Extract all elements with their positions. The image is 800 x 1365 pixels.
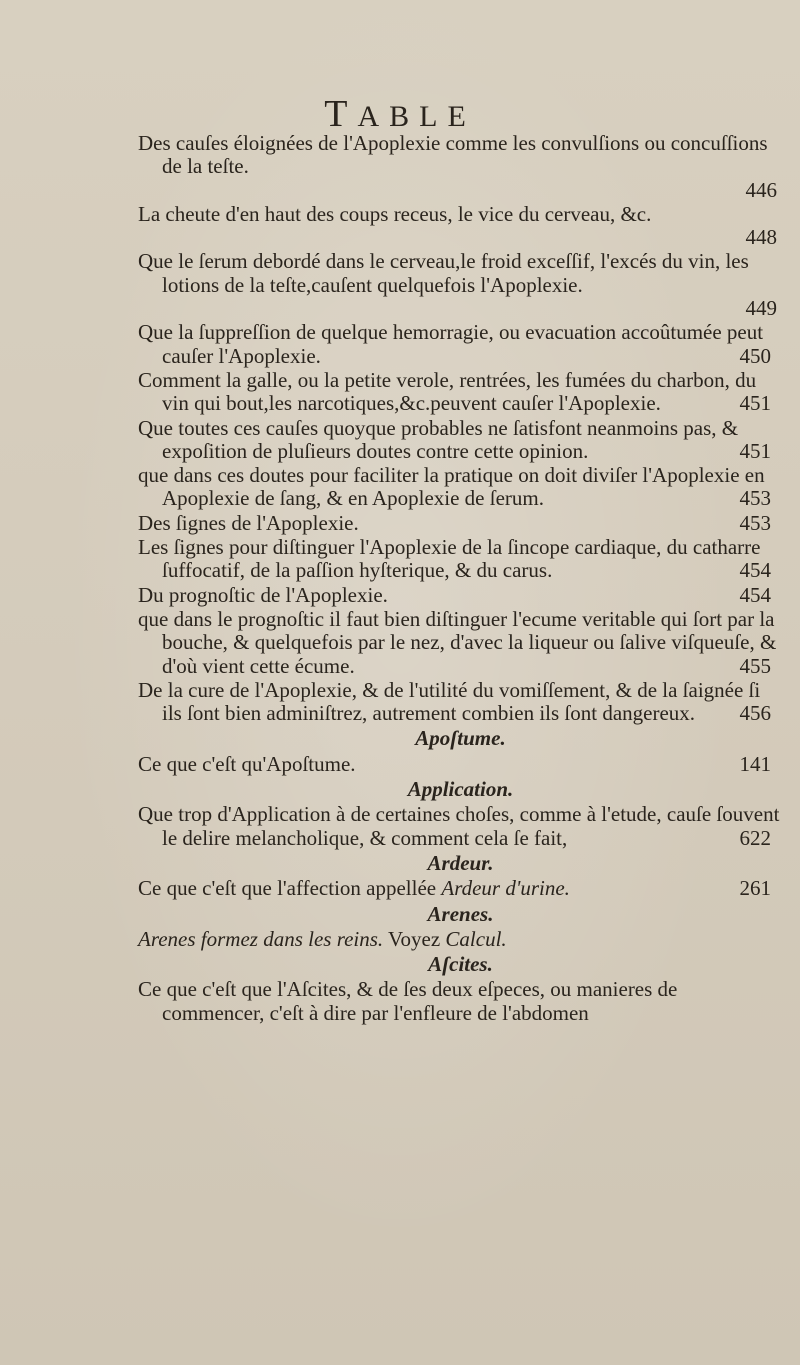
entry-page: 450 (739, 343, 771, 368)
entry-text (138, 876, 630, 900)
toc-entry (138, 803, 783, 850)
entry-page: 453 (739, 486, 771, 511)
toc-entry (138, 877, 783, 900)
entry-text: Du prognoſtic de l'Apoplexie. (138, 582, 388, 607)
entry-page: 455 (739, 653, 771, 678)
entry-page: 141 (739, 751, 771, 776)
header-first-letter: T (324, 93, 358, 135)
entry-text: Des ſignes de l'Apoplexie. (138, 510, 359, 535)
entry-text-plain: Ce que c'eſt que l'affection appellée (138, 876, 442, 901)
toc-entry (138, 417, 783, 464)
entry-page: 454 (739, 582, 771, 607)
entry-text-italic: Arenes formez dans les reins. (138, 926, 384, 951)
entry-text: Que trop d'Application à de certaines choſes, comme à l'etude, cauſe ſouvent le delire melancholique, & comment cela ſe fait, (138, 802, 780, 850)
toc-entry (138, 753, 783, 776)
toc-entry (138, 250, 783, 320)
header-rest: ABLE (357, 100, 476, 133)
section-heading-ascites: Aſcites. (428, 952, 493, 977)
entry-text: Des cauſes éloignées de l'Apoplexie comme les convulſions ou concuſſions de la teſte. (138, 131, 768, 179)
entry-page: 622 (739, 825, 771, 850)
toc-entry (138, 132, 783, 202)
section-heading-apostume: Apoſtume. (415, 726, 506, 751)
entry-page: 451 (739, 391, 771, 416)
toc-entry (138, 321, 783, 368)
toc-entry (138, 679, 783, 726)
entry-text: Les ſignes pour diſtinguer l'Apoplexie de la ſincope cardiaque, du catharre ſuffocatif, de la paſſion hyſterique, & du carus. (138, 535, 761, 583)
entry-text (138, 927, 507, 951)
section-heading-arenes: Arenes. (427, 901, 494, 926)
section-heading-application: Application. (407, 777, 514, 802)
entry-text-italic: Ardeur d'urine. (441, 876, 570, 901)
entry-page: 456 (739, 701, 771, 726)
entry-page: 451 (739, 438, 771, 463)
toc-entry (138, 536, 783, 583)
entry-text: que dans ces doutes pour faciliter la pratique on doit diviſer l'Apoplexie en Apoplexie de ſang, & en Apoplexie de ſerum. (138, 463, 765, 511)
entry-text-plain: Voyez (383, 926, 446, 951)
section-heading-ardeur: Ardeur. (427, 850, 494, 875)
entry-page: 449 (745, 296, 777, 321)
toc-entry (138, 203, 783, 250)
entry-text: Que toutes ces cauſes quoyque probables ne ſatisfont neanmoins pas, & expoſition de pluſieurs doutes contre cette opinion. (138, 415, 739, 463)
page-header (0, 92, 800, 136)
entry-text: que dans le prognoſtic il faut bien diſtinguer l'ecume veritable qui ſort par la bouche, & quelquefois par le nez, d'avec la liqueur ou ſalive viſqueuſe, & d'où vient cette écume. (138, 606, 777, 678)
entry-text: La cheute d'en haut des coups receus, le vice du cerveau, &c. (138, 201, 652, 226)
entry-text-italic-ref: Calcul. (445, 926, 507, 951)
entry-text: Ce que c'eſt qu'Apoſtume. (138, 751, 356, 776)
toc-entry (138, 608, 783, 678)
toc-entry (138, 464, 783, 511)
entry-page: 446 (745, 177, 777, 202)
entry-page: 261 (739, 876, 771, 901)
entry-text: Que le ſerum debordé dans le cerveau,le froid exceſſif, l'excés du vin, les lotions de la teſte,cauſent quelquefois l'Apoplexie. (138, 249, 749, 297)
entry-text: Comment la galle, ou la petite verole, rentrées, les fumées du charbon, du vin qui bout,les narcotiques,&c.peuvent cauſer l'Apoplexie. (138, 367, 757, 416)
toc-entry (138, 978, 783, 1025)
toc-entry (138, 584, 783, 607)
entry-page: 453 (739, 510, 771, 535)
entry-page: 448 (745, 225, 777, 250)
entry-text: Ce que c'eſt que l'Aſcites, & de ſes deux eſpeces, ou manieres de commencer, c'eſt à dire par l'enfleure de l'abdomen (138, 977, 678, 1025)
table-of-contents (138, 132, 783, 1026)
entry-text: De la cure de l'Apoplexie, & de l'utilité du vomiſſement, & de la ſaignée ſi ils ſont bien adminiſtrez, autrement combien ils ſont dangereux. (138, 677, 761, 726)
entry-page: 454 (739, 558, 771, 583)
toc-entry (138, 512, 783, 535)
entry-text: Que la ſuppreſſion de quelque hemorragie, ou evacuation accoûtumée peut cauſer l'Apoplexie. (138, 320, 764, 368)
toc-entry (138, 369, 783, 416)
toc-entry (138, 928, 783, 951)
